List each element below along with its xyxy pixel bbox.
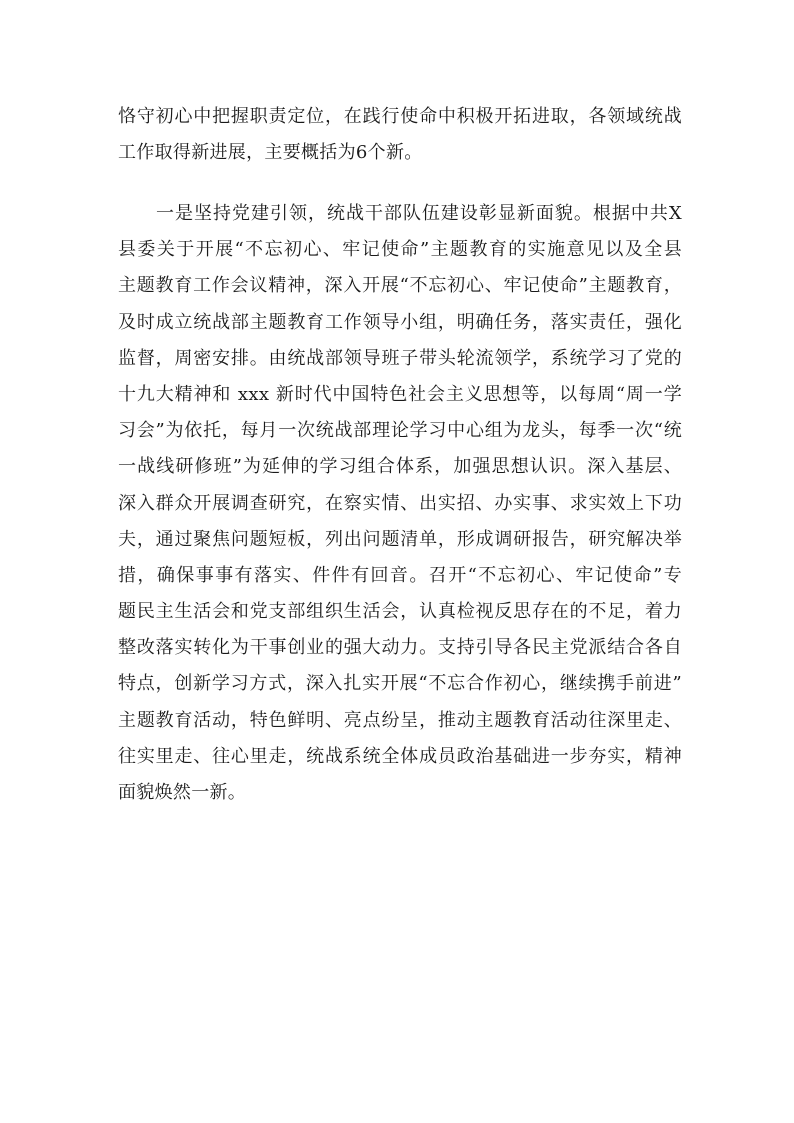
text-line: 及时成立统战部主题教育工作领导小组，明确任务，落实责任，强化 <box>118 311 682 333</box>
text-line: 题民主生活会和党支部组织生活会，认真检视反思存在的不足，着力 <box>118 601 682 623</box>
text-line: 监督，周密安排。由统战部领导班子带头轮流领学，系统学习了党的 <box>118 347 682 369</box>
text-line: 恪守初心中把握职责定位，在践行使命中积极开拓进取，各领域统战 <box>118 106 682 127</box>
text-line: 主题教育活动，特色鲜明、亮点纷呈，推动主题教育活动往深里走、 <box>118 709 682 731</box>
text-line: 深入群众开展调查研究，在察实情、出实招、办实事、求实效上下功 <box>118 492 682 514</box>
text-line: 措，确保事事有落实、件件有回音。召开“不忘初心、牢记使命”专 <box>118 564 682 586</box>
text-line: 县委关于开展“不忘初心、牢记使命”主题教育的实施意见以及全县 <box>118 239 682 261</box>
text-line: 习会”为依托，每月一次统战部理论学习中心组为龙头，每季一次“统 <box>118 420 682 442</box>
paragraph-intro-continuation <box>118 99 682 171</box>
text-line: 主题教育工作会议精神，深入开展“不忘初心、牢记使命”主题教育， <box>118 275 682 297</box>
text-line: 一是坚持党建引领，统战干部队伍建设彰显新面貌。根据中共X <box>118 203 682 224</box>
text-line: 整改落实转化为干事创业的强大动力。支持引导各民主党派结合各自 <box>118 637 682 659</box>
text-line: 特点，创新学习方式，深入扎实开展“不忘合作初心，继续携手前进” <box>118 673 682 695</box>
text-line: 十九大精神和 xxx 新时代中国特色社会主义思想等，以每周“周一学 <box>118 383 682 405</box>
text-line: 面貌焕然一新。 <box>118 782 247 803</box>
text-line: 夫，通过聚焦问题短板，列出问题清单，形成调研报告，研究解决举 <box>118 528 682 550</box>
text-line: 一战线研修班”为延伸的学习组合体系，加强思想认识。深入基层、 <box>118 456 682 478</box>
paragraph-point-one <box>118 196 682 811</box>
text-line: 往实里走、往心里走，统战系统全体成员政治基础进一步夯实，精神 <box>118 745 682 767</box>
text-line: 工作取得新进展，主要概括为6个新。 <box>118 142 423 164</box>
